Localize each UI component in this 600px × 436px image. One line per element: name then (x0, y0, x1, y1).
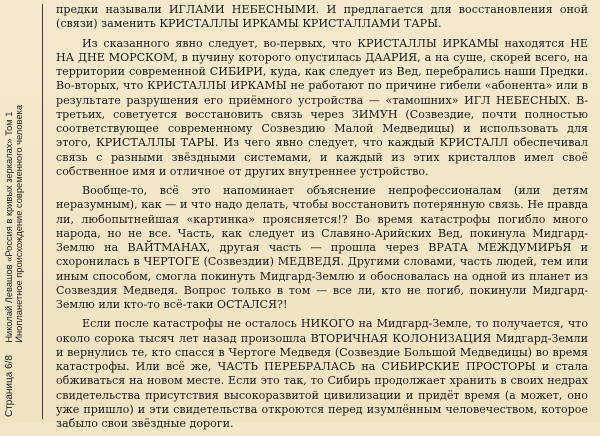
book-info (4, 105, 24, 343)
page-number: Страница 6/8 (4, 354, 15, 417)
paragraph: Из сказанного явно следует, во-первых, что КРИСТАЛЛЫ ИРКАМЫ находятся НЕ НА ДНЕ МОРСКОМ, в пучину которого опустилась ДААРИЯ, а на суше, скорей всего, на территории современной СИБИРИ, куда, как следует из Вед, перебрались наши Предки. Во-вторых, что КРИСТАЛЛЫ ИРКАМЫ не работают по причине гибели «абонента» или в результате разрушения его приёмного устройства — «тамошних» ИГЛ НЕБЕСНЫХ. В-третьих, советуется восстановить связь через ЗИМУН (Созвездие, почти полностью соответствующее современному Созвездию Малой Медведицы) и использовать для этого, КРИСТАЛЛЫ ТАРЫ. Из чего явно следует, что каждый КРИСТАЛЛ обеспечивал связь с разными звёздными системами, и каждый из этих кристаллов имел своё собственное имя и отличное от других внутреннее устройство. (56, 36, 588, 178)
sidebar-divider (42, 4, 43, 419)
paragraph: Если после катастрофы не осталось НИКОГО на Мидгард-Земле, то получается, что около сорока тысяч лет назад произошла ВТОРИЧНАЯ КОЛОНИЗАЦИЯ Мидгард-Земли и вернулись те, кто спасся в Чертоге Медведя (Созвездие Большой Медведицы) во время катастрофы. Или всё же, ЧАСТЬ ПЕРЕБРАЛАСЬ на СИБИРСКИЕ ПРОСТОРЫ и стала обживаться на новом месте. Если это так, то Сибирь продолжает хранить в своих недрах свидетельства присутствия высокоразвитой цивилизации и придёт время (а может, оно уже пришло) и эти свидетельства откроются перед изумлённым человечеством, которое забыло свои звёздные дороги. (56, 317, 588, 430)
book-subtitle-line: Инопланетное происхождение современного человека (14, 105, 24, 343)
body-text (56, 3, 588, 436)
paragraph: предки называли ИГЛАМИ НЕБЕСНЫМИ. И предлагается для восстановления оной (связи) заменить КРИСТАЛЛЫ ИРКАМЫ КРИСТАЛЛАМИ ТАРЫ. (56, 3, 588, 31)
paragraph: Вообще-то, всё это напоминает объяснение непрофессионалам (или детям неразумным), как — и что надо делать, чтобы восстановить потерянную связь. Не правда ли, любопытнейшая «картинка» проясняется!? Во время катастрофы погибло много народа, но не все. Часть, как следует из Славяно-Арийских Вед, покинула Мидгард-Землю на ВАЙТМАНАХ, другая часть — прошла через ВРАТА МЕЖДУМИРЬЯ и схоронилась в ЧЕРТОГЕ (Созвездии) МЕДВЕДЯ. Другими словами, часть людей, тем или иным способом, смогла покинуть Мидгард-Землю и обосновалась на одной из планет из Созвездия Медведя. Вопрос только в том — все ли, кто не погиб, покинули Мидгард-Землю или кто-то всё-таки ОСТАЛСЯ?! (56, 184, 588, 311)
book-title-line: Николай Левашов «Россия в кривых зеркалах» Том 1 (4, 111, 14, 343)
sidebar (0, 0, 40, 423)
